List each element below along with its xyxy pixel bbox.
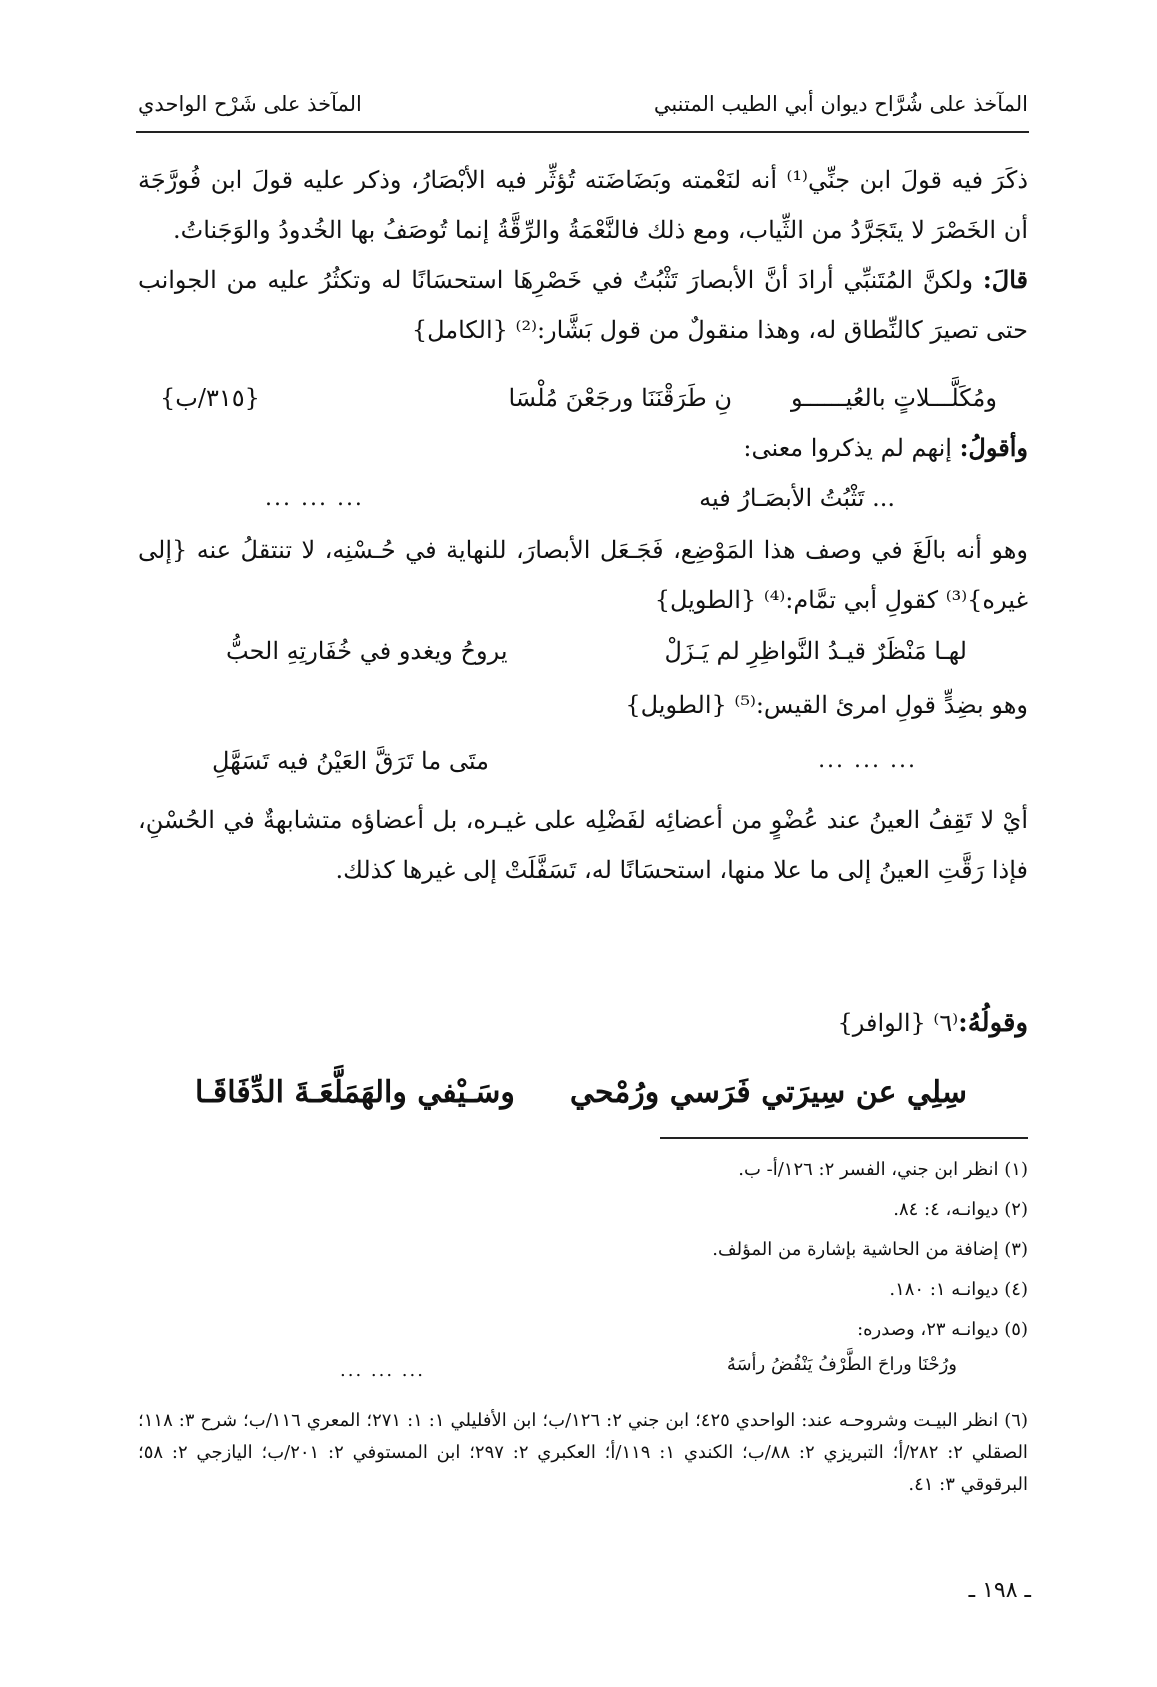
- verse-3-first-hemistich: لهـا مَنْظَرٌ قيـدُ النَّواظِرِ لم يَـزَلْ: [664, 637, 967, 665]
- paragraph-7-text: ⁽٦⁾ {الوافر}: [837, 1009, 959, 1037]
- verse-2-ellipsis: ... ... ...: [265, 486, 364, 511]
- running-head-book-title: المآخذ على شُرَّاح ديوان أبي الطيب المتنبي: [653, 92, 1028, 116]
- footnote-6: (٦) انظر البيـت وشروحـه عند: الواحدي ٤٢٥؛ ابن جني ٢: ١٢٦/ب؛ ابن الأفليلي ١: ١: ٢٧١؛ المعري ١١٦/ب؛ شرح ٣: ١١٨؛ الصقلي ٢: ٢٨٢/أ؛ التبريزي ٢: ٨٨/ب؛ الكندي ١: ١١٩/أ؛ العكبري ٢: ٢٩٧؛ ابن المستوفي ٢: ٢٠١/ب؛ اليازجي ٢: ٥٨؛ البرقوقي ٣: ٤١.: [138, 1410, 1028, 1495]
- paragraph-2-label: قالَ:: [982, 265, 1028, 294]
- running-head: [138, 88, 1028, 128]
- manuscript-folio-ref: {٣١٥/ب}: [160, 384, 260, 412]
- paragraph-2: [138, 255, 1028, 355]
- verse-4-ellipsis: ... ... ...: [818, 748, 917, 773]
- verse-1-first-hemistich: ومُكَلَّـــلاتٍ بالعُيــــــو: [791, 384, 997, 412]
- footnote-5: (٥) ديوانـه ٢٣، وصدره:: [857, 1319, 1028, 1340]
- paragraph-7-label: وقولُهُ:: [958, 1008, 1028, 1038]
- verse-3-second-hemistich: يروحُ ويغدو في خُفَارتِهِ الحبُّ: [226, 637, 508, 665]
- footnote-3: (٣) إضافة من الحاشية بإشارة من المؤلف.: [712, 1239, 1028, 1260]
- footnote-rule: [660, 1137, 1028, 1139]
- verse-4-second-hemistich: متَى ما تَرَقَّ العَيْنُ فيه تَسَهَّلِ: [212, 747, 489, 775]
- paragraph-3-text: إنهم لم يذكروا معنى:: [743, 434, 952, 462]
- footnote-2: (٢) ديوانـه، ٤: ٨٤.: [893, 1199, 1028, 1220]
- paragraph-6: أيْ لا تَقِفُ العينُ عند عُضْوٍ من أعضائِه لفَضْلِه على غيـره، بل أعضاؤه متشابهةٌ في الحُسْنِ، فإذا رَقَّتِ العينُ إلى ما علا منها، استحسَانًا له، تَسَفَّلَتْ إلى غيرها كذلك.: [138, 806, 1028, 884]
- verse-2-fragment: ... تَثْبُتُ الأبصَـارُ فيه: [699, 484, 895, 512]
- paragraph-3-label: وأقولُ:: [959, 433, 1028, 462]
- footnote-1: (١) انظر ابن جني، الفسر ٢: ١٢٦/أ- ب.: [738, 1159, 1028, 1180]
- paragraph-5: وهو بضِدٍّ قولِ امرئ القيس:⁽⁵⁾ {الطويل}: [625, 691, 1028, 719]
- verse-5-second-hemistich: وسَـيْفي والهَمَلَّعَـةَ الدِّفَاقَـا: [195, 1075, 515, 1110]
- verse-1-second-hemistich: نِ طَرَقْنَنَا ورجَعْنَ مُلْسَا: [508, 384, 732, 412]
- paragraph-7: [138, 1000, 1028, 1046]
- running-head-section-title: المآخذ على شَرْح الواحدي: [138, 92, 362, 116]
- paragraph-1: ذكَرَ فيه قولَ ابن جنِّي⁽¹⁾ أنه لنَعْمته وبَضَاضَته تُؤثِّر فيه الأبْصَارُ، وذكر عليه قولَ ابن فُورَّجَة أن الخَصْرَ لا يتَجَرَّدُ من الثِّياب، ومع ذلك فالنَّعْمَةُ والرِّقَّةُ إنما تُوصَفُ بها الخُدودُ والوَجَناتُ.: [138, 166, 1029, 244]
- paragraph-4: وهو أنه بالَغَ في وصف هذا المَوْضِع، فَجَـعَل الأبصارَ، للنهاية في حُـسْنِه، لا تنتقلُ عنه {إلى غيره}⁽³⁾ كقولِ أبي تمَّام:⁽⁴⁾ {الطويل}: [138, 536, 1028, 614]
- footnote-5-verse: ورُحْنَا وراحَ الطَّرْفُ يَنْفُضُ رأسَهُ: [726, 1354, 957, 1375]
- footnote-5-ellipsis: ... ... ...: [340, 1360, 425, 1381]
- paragraph-2-text: ولكنَّ المُتَنبِّي أرادَ أنَّ الأبصارَ تَثْبُتُ في خَصْرِهَا استحسَانًا له وتكثُرُ عليه من الجوانب حتى تصيرَ كالنِّطاق له، وهذا منقولٌ من قول بَشَّار:⁽²⁾ {الكامل}: [138, 266, 1028, 344]
- header-rule: [136, 131, 1029, 133]
- paragraph-3: [138, 425, 1028, 471]
- verse-5-first-hemistich: سِلِي عن سِيرَتي فَرَسي ورُمْحي: [569, 1075, 967, 1110]
- page-number: ـ ١٩٨ ـ: [968, 1578, 1031, 1603]
- footnote-4: (٤) ديوانـه ١: ١٨٠.: [889, 1279, 1028, 1300]
